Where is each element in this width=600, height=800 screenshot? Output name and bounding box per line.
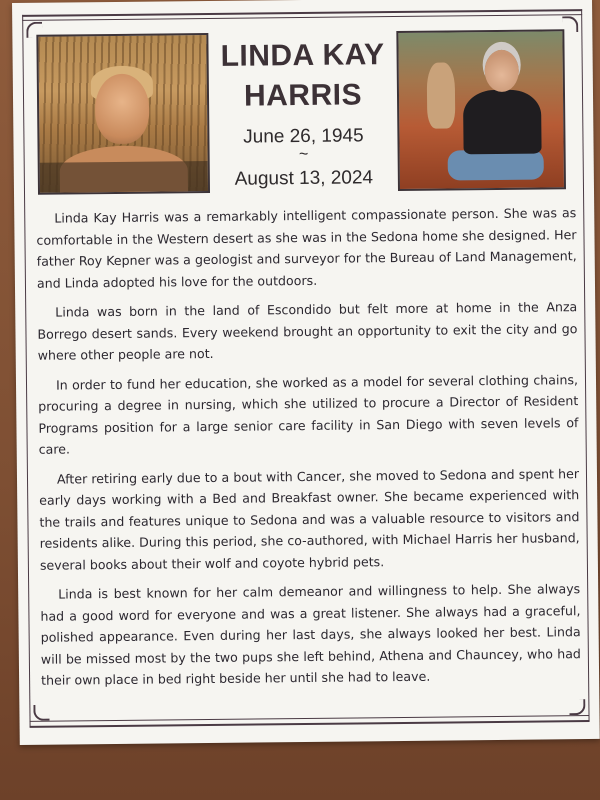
date-separator: ~	[298, 145, 309, 164]
left-border	[22, 15, 30, 727]
portrait-photo-young	[36, 33, 210, 195]
corner-ornament	[569, 699, 585, 715]
paragraph: Linda was born in the land of Escondido but felt more at home in the Anza Borrego desert sands. Every weekend brought an opportunity to exit the city and go where other people are not.	[37, 299, 578, 363]
death-date: August 13, 2024	[234, 167, 374, 190]
portrait-photo-with-dog	[396, 29, 566, 191]
bottom-border	[30, 720, 590, 728]
page-title: LINDA KAY HARRIS	[220, 38, 385, 113]
obituary-body	[36, 202, 581, 699]
corner-ornament	[33, 705, 49, 721]
paragraph: In order to fund her education, she worked as a model for several clothing chains, procuring a degree in nursing, which she utilized to procure a Director of Resident Programs position for a large senior care facility in San Diego with seven levels of care.	[38, 371, 579, 457]
paragraph: Linda Kay Harris was a remarkably intelligent compassionate person. She was as comfortable in the Western desert as she was in the Sedona home she designed. Her father Roy Kepner was a geologist and surveyor for the Bureau of Land Management, and Linda adopted his love for the outdoors.	[36, 205, 577, 291]
corner-ornament	[562, 16, 578, 32]
obituary-page	[12, 0, 600, 745]
paragraph: After retiring early due to a bout with Cancer, she moved to Sedona and spent her early days working with a Bed and Breakfast owner. She became experienced with the trails and features unique to Sedona and was a valuable resource to visitors and residents alike. During this period, she co-authored, with Michael Harris her husband, several books about their wolf and coyote hybrid pets.	[39, 465, 580, 573]
paragraph: Linda is best known for her calm demeanor and willingness to help. She always had a good word for everyone and was a great listener. She always had a graceful, polished appearance. Even during her last days, she always looked her best. Linda will be missed most by the two pups she left behind, Athena and Chauncey, who had their own place in bed right beside her until she had to leave.	[40, 581, 581, 688]
birth-date: June 26, 1945	[243, 125, 364, 148]
right-border	[581, 9, 589, 721]
